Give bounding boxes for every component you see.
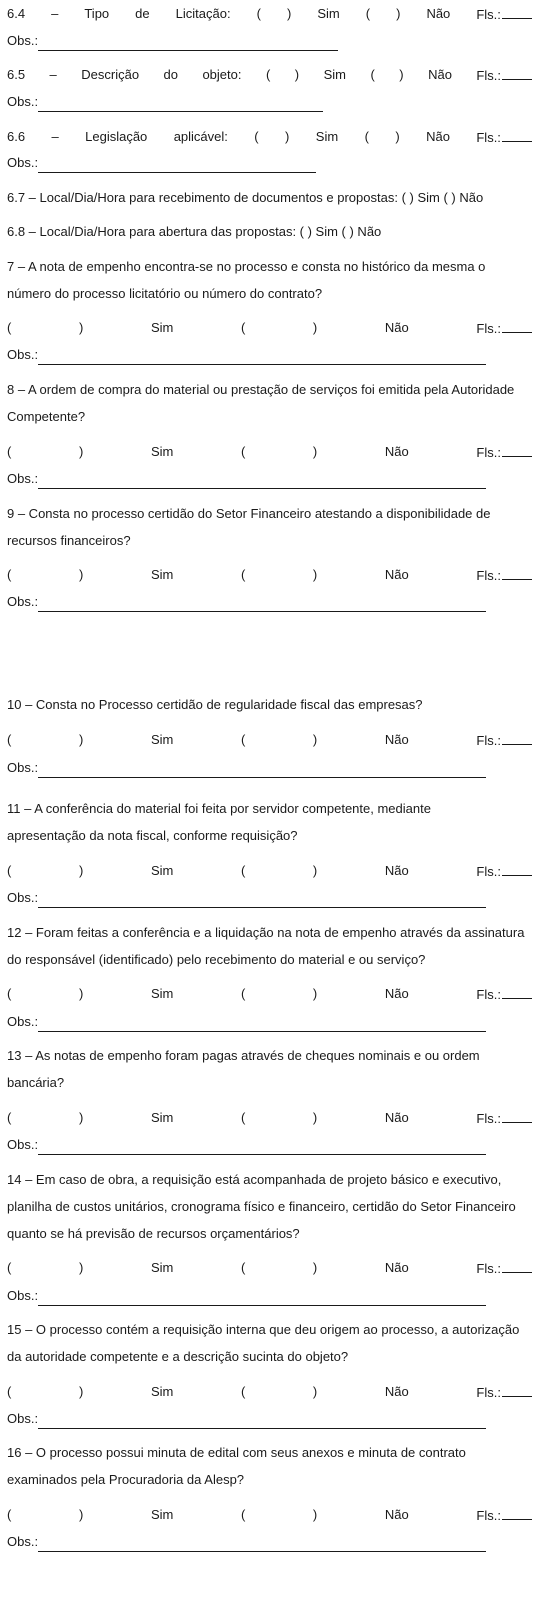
sim-checkbox-open[interactable]: ( — [7, 1110, 12, 1125]
sim-checkbox-close[interactable]: ) — [78, 732, 84, 747]
obs-blank[interactable] — [38, 597, 486, 612]
dash: – — [51, 6, 59, 21]
fls-field[interactable] — [476, 318, 532, 338]
obs-label: Obs.: — [7, 1014, 39, 1029]
item-13-obs — [7, 1135, 532, 1155]
fls-label: Fls.: — [476, 7, 501, 22]
obs-label: Obs.: — [7, 594, 39, 609]
item-word: aplicável: — [173, 129, 228, 144]
item-10-obs — [7, 758, 532, 778]
item-number: 6.5 — [7, 67, 26, 82]
item-number: 6.4 — [7, 6, 26, 21]
item-6-5-row — [7, 65, 532, 85]
dash: – — [49, 67, 57, 82]
nao-checkbox-close[interactable]: ) — [312, 444, 318, 459]
item-14-obs — [7, 1286, 532, 1306]
item-12-obs — [7, 1012, 532, 1032]
item-11-answer-row — [7, 861, 532, 881]
obs-label: Obs.: — [7, 94, 39, 109]
obs-blank[interactable] — [38, 474, 486, 489]
sim-checkbox-close[interactable]: ) — [78, 1384, 84, 1399]
nao-label: Não — [384, 1384, 409, 1399]
nao-checkbox-open[interactable]: ( — [240, 1260, 246, 1275]
sim-label: Sim — [150, 1384, 174, 1399]
item-word: de — [135, 6, 150, 21]
sim-checkbox-open[interactable]: ( — [7, 320, 12, 335]
obs-blank[interactable] — [38, 763, 486, 778]
sim-label: Sim — [150, 1110, 174, 1125]
nao-label: Não — [384, 732, 409, 747]
fls-label: Fls.: — [476, 130, 501, 145]
sim-checkbox-open[interactable]: ( — [7, 1384, 12, 1399]
sim-label: Sim — [150, 567, 174, 582]
fls-blank[interactable] — [502, 127, 532, 142]
sim-label: Sim — [323, 67, 346, 82]
nao-label: Não — [384, 567, 409, 582]
sim-checkbox-close[interactable]: ) — [78, 1110, 84, 1125]
fls-field[interactable] — [476, 861, 532, 881]
item-16-line: 16 – O processo possui minuta de edital com seus anexos e minuta de contrato — [7, 1445, 466, 1460]
item-14-line: quanto se há previsão de recursos orçamentários? — [7, 1226, 300, 1241]
sim-label: Sim — [315, 129, 339, 144]
item-16-obs — [7, 1532, 532, 1552]
item-6-8-text: 6.8 – Local/Dia/Hora para abertura das propostas: ( ) Sim ( ) Não — [7, 224, 382, 239]
obs-label: Obs.: — [7, 760, 39, 775]
nao-label: Não — [426, 6, 451, 21]
item-7-line: número do processo licitatório ou número do contrato? — [7, 286, 323, 301]
item-9-line: recursos financeiros? — [7, 533, 131, 548]
fls-field[interactable] — [476, 4, 532, 24]
item-7-answer-row — [7, 318, 532, 338]
sim-checkbox-open[interactable]: ( — [7, 986, 12, 1001]
nao-checkbox-open[interactable]: ( — [365, 6, 371, 21]
fls-blank[interactable] — [502, 4, 532, 19]
fls-field[interactable] — [476, 1505, 532, 1525]
obs-blank[interactable] — [38, 350, 486, 365]
obs-label: Obs.: — [7, 1534, 39, 1549]
obs-blank[interactable] — [38, 158, 316, 173]
item-15-line: da autoridade competente e a descrição sucinta do objeto? — [7, 1349, 349, 1364]
sim-checkbox-close[interactable]: ) — [294, 67, 300, 82]
item-14-line: 14 – Em caso de obra, a requisição está acompanhada de projeto básico e executivo, — [7, 1172, 502, 1187]
sim-checkbox-close[interactable]: ) — [286, 6, 292, 21]
nao-checkbox-close[interactable]: ) — [312, 1384, 318, 1399]
nao-checkbox-close[interactable]: ) — [395, 129, 400, 144]
obs-blank[interactable] — [38, 97, 323, 112]
sim-label: Sim — [150, 863, 174, 878]
item-14-answer-row — [7, 1258, 532, 1278]
obs-label: Obs.: — [7, 33, 39, 48]
fls-field[interactable] — [476, 984, 532, 1004]
item-16-line: examinados pela Procuradoria da Alesp? — [7, 1472, 245, 1487]
item-6-4-row — [7, 4, 532, 24]
fls-blank[interactable] — [502, 1382, 532, 1397]
fls-label: Fls.: — [476, 1385, 501, 1400]
sim-checkbox-close[interactable]: ) — [78, 1260, 84, 1275]
item-11-line: apresentação da nota fiscal, conforme requisição? — [7, 828, 298, 843]
item-12-line: do responsável (identificado) pelo recebimento do material e ou serviço? — [7, 952, 426, 967]
obs-blank[interactable] — [38, 1537, 486, 1552]
fls-field[interactable] — [476, 565, 532, 585]
item-6-5-obs — [7, 92, 532, 112]
sim-checkbox-open[interactable]: ( — [254, 129, 259, 144]
fls-blank[interactable] — [502, 442, 532, 457]
sim-checkbox-close[interactable]: ) — [78, 567, 84, 582]
nao-checkbox-close[interactable]: ) — [312, 986, 318, 1001]
obs-label: Obs.: — [7, 1411, 39, 1426]
item-7-line: 7 – A nota de empenho encontra-se no processo e consta no histórico da mesma o — [7, 259, 486, 274]
item-8-answer-row — [7, 442, 532, 462]
fls-label: Fls.: — [476, 68, 501, 83]
nao-checkbox-close[interactable]: ) — [396, 6, 401, 21]
nao-checkbox-open[interactable]: ( — [240, 567, 246, 582]
item-9-obs — [7, 592, 532, 612]
sim-label: Sim — [150, 1507, 174, 1522]
fls-label: Fls.: — [476, 987, 501, 1002]
item-8-obs — [7, 469, 532, 489]
item-10-answer-row — [7, 730, 532, 750]
fls-blank[interactable] — [502, 1505, 532, 1520]
fls-blank[interactable] — [502, 730, 532, 745]
fls-label: Fls.: — [476, 1111, 501, 1126]
nao-checkbox-open[interactable]: ( — [240, 1110, 246, 1125]
obs-label: Obs.: — [7, 1288, 39, 1303]
sim-checkbox-open[interactable]: ( — [7, 732, 12, 747]
nao-checkbox-close[interactable]: ) — [312, 320, 318, 335]
sim-checkbox-open[interactable]: ( — [265, 67, 271, 82]
item-6-6-row — [7, 127, 532, 147]
fls-blank[interactable] — [502, 1258, 532, 1273]
item-6-4-obs — [7, 31, 532, 51]
item-9-line: 9 – Consta no processo certidão do Setor Financeiro atestando a disponibilidade de — [7, 506, 491, 521]
obs-label: Obs.: — [7, 890, 39, 905]
item-11-obs — [7, 888, 532, 908]
sim-label: Sim — [150, 732, 174, 747]
sim-label: Sim — [317, 6, 340, 21]
sim-checkbox-close[interactable]: ) — [78, 320, 84, 335]
obs-label: Obs.: — [7, 471, 39, 486]
nao-label: Não — [384, 1260, 409, 1275]
nao-label: Não — [384, 444, 409, 459]
fls-field[interactable] — [476, 127, 532, 147]
fls-field[interactable] — [476, 1258, 532, 1278]
item-11-line: 11 – A conferência do material foi feita por servidor competente, mediante — [7, 801, 431, 816]
item-8-line: Competente? — [7, 409, 86, 424]
fls-blank[interactable] — [502, 861, 532, 876]
nao-label: Não — [426, 129, 450, 144]
item-15-answer-row — [7, 1382, 532, 1402]
item-9-answer-row — [7, 565, 532, 585]
fls-label: Fls.: — [476, 568, 501, 583]
obs-blank[interactable] — [38, 1291, 486, 1306]
item-7-obs — [7, 345, 532, 365]
nao-checkbox-close[interactable]: ) — [312, 567, 318, 582]
item-word: objeto: — [202, 67, 242, 82]
fls-label: Fls.: — [476, 321, 501, 336]
fls-label: Fls.: — [476, 864, 501, 879]
fls-blank[interactable] — [502, 318, 532, 333]
item-12-answer-row — [7, 984, 532, 1004]
item-number: 6.6 — [7, 129, 26, 144]
item-12-line: 12 – Foram feitas a conferência e a liquidação na nota de empenho através da assinatura — [7, 925, 525, 940]
sim-label: Sim — [150, 986, 174, 1001]
nao-checkbox-open[interactable]: ( — [240, 863, 246, 878]
item-10-line: 10 – Consta no Processo certidão de regularidade fiscal das empresas? — [7, 697, 423, 712]
fls-field[interactable] — [476, 442, 532, 462]
nao-checkbox-open[interactable]: ( — [240, 732, 246, 747]
item-13-line: 13 – As notas de empenho foram pagas através de cheques nominais e ou ordem — [7, 1048, 480, 1063]
fls-blank[interactable] — [502, 984, 532, 999]
fls-blank[interactable] — [502, 565, 532, 580]
nao-checkbox-open[interactable]: ( — [240, 444, 246, 459]
nao-checkbox-close[interactable]: ) — [312, 1507, 318, 1522]
sim-checkbox-close[interactable]: ) — [78, 1507, 84, 1522]
nao-checkbox-open[interactable]: ( — [240, 1384, 246, 1399]
sim-checkbox-open[interactable]: ( — [256, 6, 261, 21]
item-6-6-obs — [7, 153, 532, 173]
item-word: Descrição — [81, 67, 140, 82]
nao-checkbox-open[interactable]: ( — [370, 67, 375, 82]
obs-label: Obs.: — [7, 347, 39, 362]
fls-field[interactable] — [476, 730, 532, 750]
nao-label: Não — [384, 320, 409, 335]
nao-label: Não — [384, 986, 409, 1001]
nao-label: Não — [384, 863, 409, 878]
sim-checkbox-open[interactable]: ( — [7, 863, 12, 878]
fls-label: Fls.: — [476, 1261, 501, 1276]
item-13-answer-row — [7, 1108, 532, 1128]
fls-label: Fls.: — [476, 733, 501, 748]
sim-label: Sim — [150, 1260, 174, 1275]
item-16-answer-row — [7, 1505, 532, 1525]
nao-checkbox-close[interactable]: ) — [312, 1110, 318, 1125]
nao-checkbox-open[interactable]: ( — [240, 986, 246, 1001]
item-15-obs — [7, 1409, 532, 1429]
fls-field[interactable] — [476, 1382, 532, 1402]
nao-label: Não — [384, 1110, 409, 1125]
obs-blank[interactable] — [38, 1140, 486, 1155]
obs-label: Obs.: — [7, 155, 39, 170]
sim-checkbox-close[interactable]: ) — [78, 986, 84, 1001]
nao-checkbox-close[interactable]: ) — [312, 1260, 318, 1275]
fls-label: Fls.: — [476, 1508, 501, 1523]
fls-blank[interactable] — [502, 65, 532, 80]
nao-checkbox-open[interactable]: ( — [240, 320, 246, 335]
item-8-line: 8 – A ordem de compra do material ou prestação de serviços foi emitida pela Autoridade — [7, 382, 515, 397]
obs-label: Obs.: — [7, 1137, 39, 1152]
item-word: do — [163, 67, 178, 82]
nao-checkbox-close[interactable]: ) — [312, 732, 318, 747]
nao-checkbox-close[interactable]: ) — [399, 67, 404, 82]
sim-checkbox-close[interactable]: ) — [285, 129, 290, 144]
nao-label: Não — [428, 67, 452, 82]
sim-checkbox-open[interactable]: ( — [7, 444, 12, 459]
sim-label: Sim — [150, 444, 174, 459]
sim-checkbox-open[interactable]: ( — [7, 1260, 12, 1275]
fls-field[interactable] — [476, 1108, 532, 1128]
dash: – — [51, 129, 59, 144]
sim-checkbox-close[interactable]: ) — [78, 863, 84, 878]
nao-label: Não — [384, 1507, 409, 1522]
item-6-7-text: 6.7 – Local/Dia/Hora para recebimento de documentos e propostas: ( ) Sim ( ) Não — [7, 190, 484, 205]
obs-blank[interactable] — [38, 1414, 486, 1429]
item-word: Legislação — [85, 129, 148, 144]
item-word: Tipo — [84, 6, 110, 21]
item-14-line: planilha de custos unitários, cronograma físico e financeiro, certidão do Setor Financeiro — [7, 1199, 516, 1214]
fls-field[interactable] — [476, 65, 532, 85]
item-13-line: bancária? — [7, 1075, 65, 1090]
fls-label: Fls.: — [476, 445, 501, 460]
sim-label: Sim — [150, 320, 174, 335]
sim-checkbox-close[interactable]: ) — [78, 444, 84, 459]
nao-checkbox-open[interactable]: ( — [364, 129, 369, 144]
obs-blank[interactable] — [38, 893, 486, 908]
sim-checkbox-open[interactable]: ( — [7, 1507, 12, 1522]
obs-blank[interactable] — [38, 36, 338, 51]
obs-blank[interactable] — [38, 1017, 486, 1032]
sim-checkbox-open[interactable]: ( — [7, 567, 12, 582]
item-15-line: 15 – O processo contém a requisição interna que deu origem ao processo, a autorização — [7, 1322, 520, 1337]
fls-blank[interactable] — [502, 1108, 532, 1123]
nao-checkbox-close[interactable]: ) — [312, 863, 318, 878]
nao-checkbox-open[interactable]: ( — [240, 1507, 246, 1522]
item-word: Licitação: — [175, 6, 231, 21]
